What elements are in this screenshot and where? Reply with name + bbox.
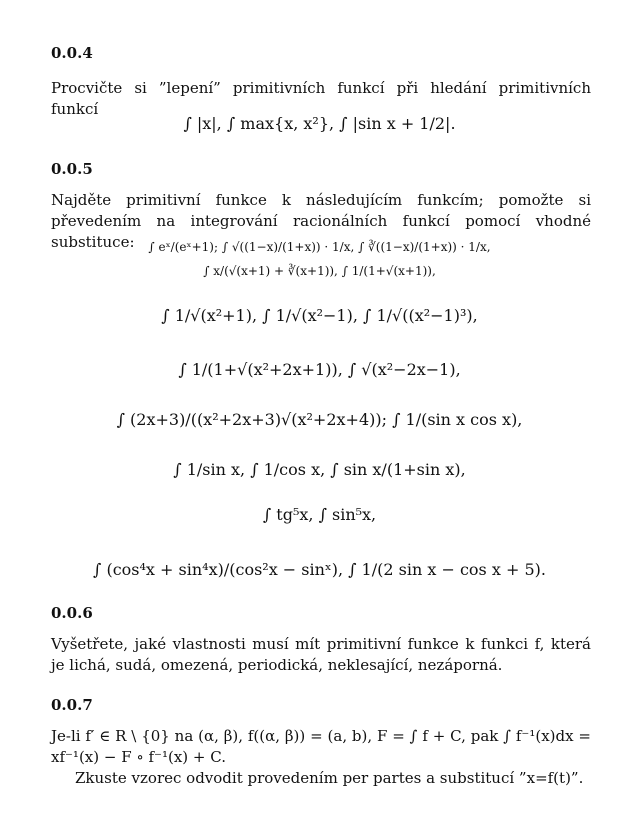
formula: ∫ |x|, ∫ max{x, x²}, ∫ |sin x + 1/2|. <box>183 114 456 133</box>
section-text: Vyšetřete, jaké vlastnosti musí mít primitivní funkce k funkci f, která je lichá, sudá, omezená, periodická, neklesající, nezáporná. <box>51 635 591 674</box>
formula: ∫ 1/(1+√(x²+2x+1)), ∫ √(x²−2x−1), <box>178 360 461 379</box>
formula: ∫ x/(√(x+1) + ∛(x+1)), ∫ 1/(1+√(x+1)), <box>203 264 436 278</box>
formula: ∫ (cos⁴x + sin⁴x)/(cos²x − sinˣ), ∫ 1/(2 sin x − cos x + 5). <box>93 560 546 579</box>
formula: ∫ tg⁵x, ∫ sin⁵x, <box>262 505 377 524</box>
section-number: 0.0.5 <box>51 160 93 178</box>
section-number: 0.0.7 <box>51 696 93 714</box>
formula: ∫ (2x+3)/((x²+2x+3)√(x²+2x+4)); ∫ 1/(sin x cos x), <box>116 410 523 429</box>
formula: ∫ eˣ/(eˣ+1); ∫ √((1−x)/(1+x)) · 1/x, ∫ ∛((1−x)/(1+x)) · 1/x, <box>148 240 491 254</box>
section-number: 0.0.6 <box>51 604 93 622</box>
formula: ∫ 1/sin x, ∫ 1/cos x, ∫ sin x/(1+sin x), <box>173 460 466 479</box>
section-number: 0.0.4 <box>51 44 93 62</box>
section-text: Je-li f′ ∈ R \ {0} na (α, β), f((α, β)) = (a, b), F = ∫ f + C, pak ∫ f⁻¹(x)dx = xf⁻¹(x) − F ∘ f⁻¹(x) + C. <box>51 727 591 766</box>
section-text: Najděte primitivní funkce k následujícím funkcím; pomožte si převedením na integrování racionálních funkcí pomocí vhodné substituce: <box>51 191 591 251</box>
section-text-2: Zkuste vzorec odvodit provedením per partes a substitucí ”x=f(t)”. <box>75 769 584 787</box>
section-text: Procvičte si ”lepení” primitivních funkcí při hledání primitivních funkcí <box>51 79 591 118</box>
formula: ∫ 1/√(x²+1), ∫ 1/√(x²−1), ∫ 1/√((x²−1)³), <box>161 306 478 325</box>
